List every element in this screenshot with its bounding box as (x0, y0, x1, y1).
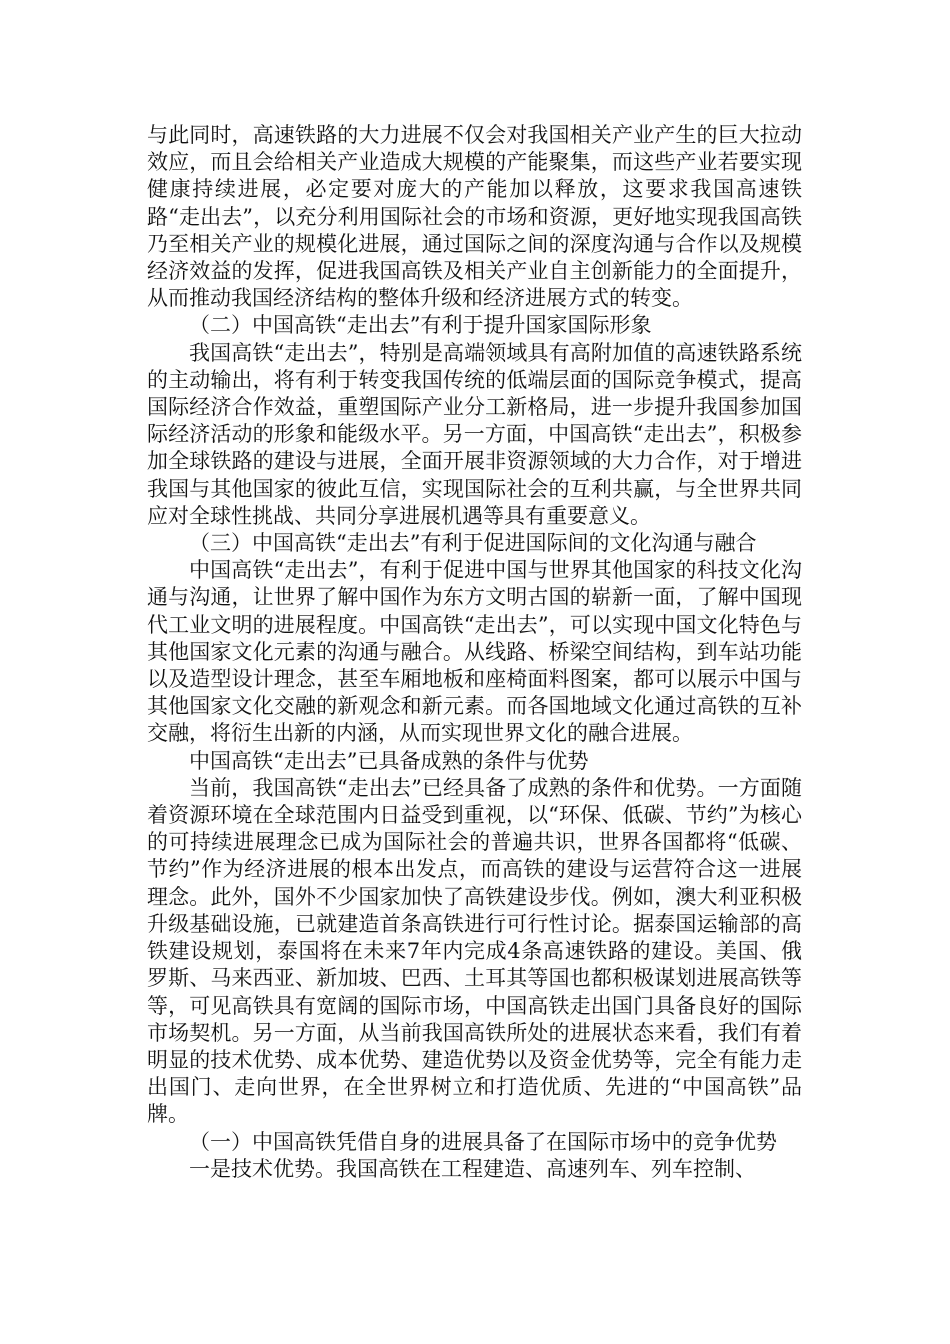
section-heading-3: （三）中国高铁“走出去”有利于促进国际间的文化沟通与融合 (189, 531, 757, 556)
paragraph-image: 我国高铁“走出去”，特别是高端领域具有高附加值的高速铁路系统的主动输出，将有利于转变我国传统的低端层面的国际竞争模式，提高国际经济合作效益，重塑国际产业分工新格局，进一步提升我国参加国际经济活动的形象和能级水平。另一方面，中国高铁“走出去”，积极参加全球铁路的建设与进展，全面开展非资源领域的大力合作，对于增进我国与其他国家的彼此互信，实现国际社会的互利共赢，与全世界共同应对全球性挑战、共同分享进展机遇等具有重要意义。 (147, 340, 802, 528)
paragraph-conditions: 当前，我国高铁“走出去”已经具备了成熟的条件和优势。一方面随着资源环境在全球范围内日益受到重视，以“环保、低碳、节约”为核心的可持续进展理念已成为国际社会的普遍共识，世界各国都将“低碳、节约”作为经济进展的根本出发点，而高铁的建设与运营符合这一进展理念。此外，国外不少国家加快了高铁建设步伐。例如，澳大利亚积极升级基础设施，已就建造首条高铁进行可行性讨论。据泰国运输部的高铁建设规划，泰国将在未来7年内完成4条高速铁路的建设。美国、俄罗斯、马来西亚、新加坡、巴西、土耳其等国也都积极谋划进展高铁等等，可见高铁具有宽阔的国际市场，中国高铁走出国门具备良好的国际市场契机。另一方面，从当前我国高铁所处的进展状态来看，我们有着明显的技术优势、成本优势、建造优势以及资金优势等，完全有能力走出国门、走向世界，在全世界树立和打造优质、先进的“中国高铁”品牌。 (147, 775, 802, 1127)
section-heading-conditions: 中国高铁“走出去”已具备成熟的条件与优势 (189, 748, 589, 773)
paragraph-culture: 中国高铁“走出去”，有利于促进中国与世界其他国家的科技文化沟通与沟通，让世界了解中国作为东方文明古国的崭新一面，了解中国现代工业文明的进展程度。中国高铁“走出去”，可以实现中国文化特色与其他国家文化元素的沟通与融合。从线路、桥梁空间结构，到车站功能以及造型设计理念，甚至车厢地板和座椅面料图案，都可以展示中国与其他国家文化交融的新观念和新元素。而各国地域文化通过高铁的互补交融，将衍生出新的内涵，从而实现世界文化的融合进展。 (147, 558, 802, 746)
paragraph-tech: 一是技术优势。我国高铁在工程建造、高速列车、列车控制、 (189, 1156, 756, 1181)
section-heading-2: （二）中国高铁“走出去”有利于提升国家国际形象 (189, 313, 652, 338)
document-body (147, 122, 802, 1183)
section-heading-1: （一）中国高铁凭借自身的进展具备了在国际市场中的竞争优势 (189, 1129, 777, 1154)
paragraph-intro: 与此同时，高速铁路的大力进展不仅会对我国相关产业产生的巨大拉动效应，而且会给相关产业造成大规模的产能聚集，而这些产业若要实现健康持续进展，必定要对庞大的产能加以释放，这要求我国高速铁路“走出去”，以充分利用国际社会的市场和资源，更好地实现我国高铁乃至相关产业的规模化进展，通过国际之间的深度沟通与合作以及规模经济效益的发挥，促进我国高铁及相关产业自主创新能力的全面提升，从而推动我国经济结构的整体升级和经济进展方式的转变。 (147, 123, 802, 311)
